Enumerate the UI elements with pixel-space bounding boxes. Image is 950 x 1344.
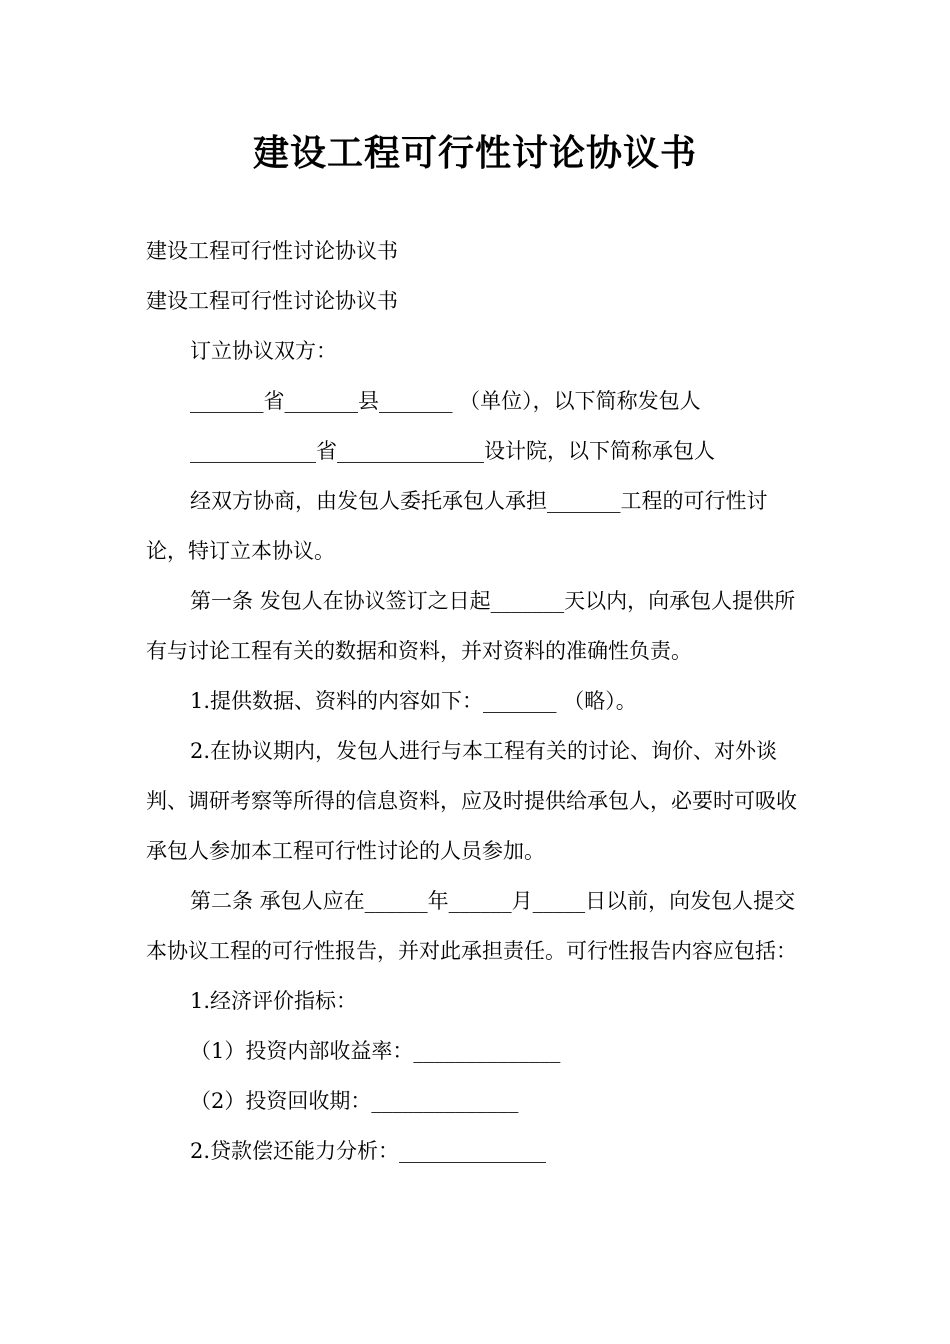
paragraph-parties-intro: 订立协议双方： [190,339,337,363]
paragraph-agreement-purpose: 经双方协商，由发包人委托承包人承担_______工程的可行性讨论，特订立本协议。 [146,489,768,563]
paragraph-party-contractor: ____________省______________设计院，以下简称承包人 [190,439,715,463]
document-title: 建设工程可行性讨论协议书 [252,132,697,174]
paragraph-article-two: 第二条 承包人应在______年______月_____日以前，向发包人提交本协议工程的可行性报告，并对此承担责任。可行性报告内容应包括： [146,889,797,963]
paragraph-heading-2: 建设工程可行性讨论协议书 [146,289,398,313]
paragraph-article-two-item-1: 1.经济评价指标： [190,989,358,1013]
paragraph-article-two-item-1-1: （1）投资内部收益率：______________ [190,1039,561,1063]
paragraph-article-one-item-1: 1.提供数据、资料的内容如下：_______ （略）。 [190,689,637,713]
paragraph-article-two-item-2: 2.贷款偿还能力分析：______________ [190,1139,547,1163]
paragraph-article-one-item-2: 2.在协议期内，发包人进行与本工程有关的讨论、询价、对外谈判、调研考察等所得的信息资料，应及时提供给承包人，必要时可吸收承包人参加本工程可行性讨论的人员参加。 [146,739,797,863]
document-body [146,226,808,1176]
paragraph-article-one: 第一条 发包人在协议签订之日起_______天以内，向承包人提供所有与讨论工程有关的数据和资料，并对资料的准确性负责。 [146,589,796,663]
paragraph-party-client: _______省_______县_______ （单位），以下简称发包人 [190,389,701,413]
paragraph-article-two-item-1-2: （2）投资回收期：______________ [190,1089,519,1113]
paragraph-heading-1: 建设工程可行性讨论协议书 [146,239,398,263]
